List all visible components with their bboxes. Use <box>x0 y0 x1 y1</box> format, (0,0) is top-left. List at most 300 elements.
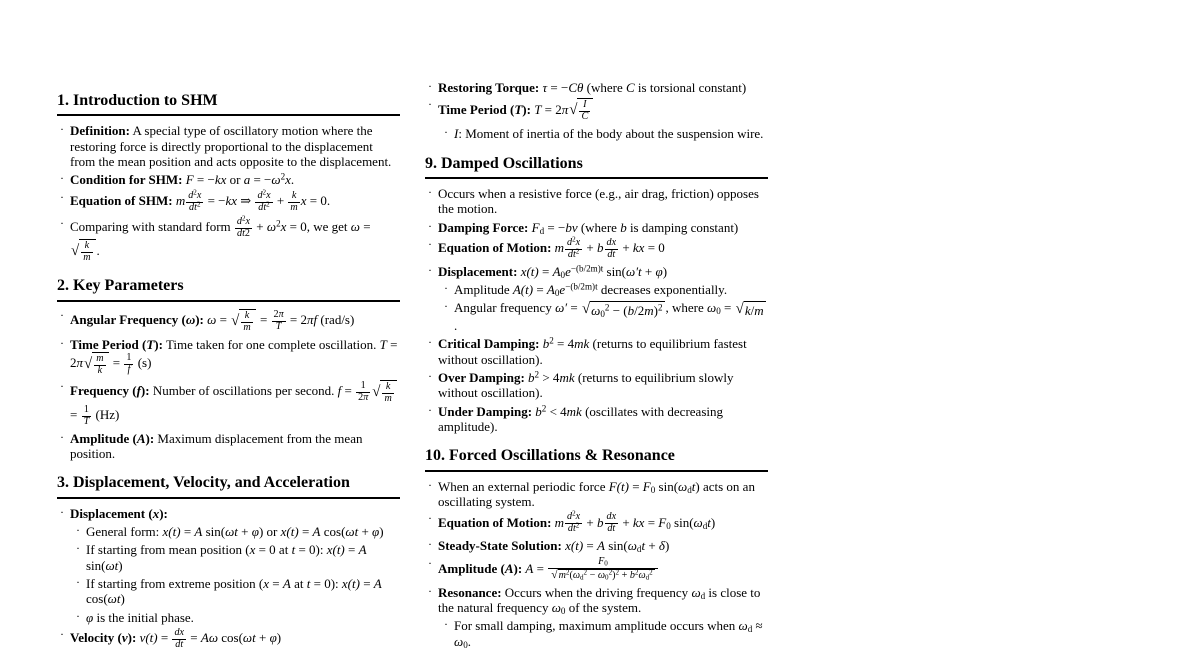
radical-sign-icon: √ <box>735 300 744 317</box>
square-root <box>71 239 96 264</box>
text-run: ω <box>271 172 281 188</box>
fraction-numerator <box>382 382 393 393</box>
bullet-marker: · <box>60 122 64 137</box>
list-item-content: φ is the initial phase. <box>86 609 194 625</box>
text-run: Amplitude ( <box>438 560 505 576</box>
text-run: t <box>641 538 646 554</box>
fraction <box>93 354 106 377</box>
text-run: dx <box>174 626 185 638</box>
radicand <box>239 309 255 334</box>
text-run: Definition: <box>70 123 130 139</box>
text-run: d <box>580 573 584 581</box>
radical-sign-icon: √ <box>569 102 578 119</box>
text-run: Velocity ( <box>70 630 122 646</box>
text-run: m <box>96 352 104 364</box>
text-run: mk <box>559 370 575 386</box>
text-run: φ <box>86 609 94 625</box>
text-run: kx <box>632 514 645 530</box>
text-run: ω <box>591 302 601 318</box>
text-run: ): <box>127 630 137 646</box>
text-run: Displacement ( <box>70 505 153 521</box>
radical-sign-icon: √ <box>581 300 591 317</box>
bullet-marker: · <box>444 299 448 314</box>
text-run: t <box>306 575 311 591</box>
text-run: x <box>152 505 160 521</box>
text-run: 0 <box>554 287 560 298</box>
fraction <box>578 100 591 123</box>
fraction-denominator <box>565 249 582 261</box>
text-run: A <box>525 560 534 576</box>
text-run: m <box>554 240 565 256</box>
text-run: 2 <box>657 302 663 313</box>
text-run: δ <box>658 538 665 554</box>
fraction-numerator <box>565 235 582 249</box>
text-run: π <box>561 101 569 117</box>
text-run: b <box>528 370 535 386</box>
fraction <box>604 238 620 261</box>
radicand <box>380 380 396 405</box>
text-run: ω <box>207 312 217 328</box>
text-run: d <box>236 215 242 227</box>
list-item-content: Time Period (T): Time taken for one complete oscillation. T = 2π √ $\frac{m}{k}$ = $\frac{1}{f}$ (s) <box>70 336 398 376</box>
list-item-content: Equation of Motion: m $\frac{d^2x}{dt^2}$ + b $\frac{dx}{dt}$ + kx = 0 <box>438 235 665 260</box>
text-run: f <box>136 383 141 399</box>
text-run: dt <box>189 201 197 213</box>
text-run: Restoring Torque: <box>438 80 540 95</box>
bullet-list <box>425 186 768 434</box>
text-run: ωt <box>345 523 359 539</box>
text-run: x <box>263 575 270 591</box>
list-item-content: Resonance: Occurs when the driving frequency ωd is close to the natural frequency ω0 of the system. <box>438 584 761 616</box>
fraction <box>604 512 620 535</box>
text-run: −(b/2m)t <box>570 263 604 274</box>
list-item-content: Amplitude (A): A = F0 √ $m^2(\omega d^2 - \omega 0^2)^2 + b^2\omega d^2$ <box>438 561 659 576</box>
text-run: ωt <box>105 557 119 573</box>
fraction-denominator <box>81 252 92 264</box>
text-run: t <box>291 542 296 558</box>
text-run: dt <box>237 227 245 239</box>
text-run: mk <box>566 403 582 419</box>
text-run: ): <box>522 101 531 117</box>
text-run: m <box>290 201 298 213</box>
text-run: Aω <box>200 630 218 646</box>
text-run: 2 <box>634 568 639 577</box>
text-run: πf <box>307 312 318 328</box>
list-item-content: If starting from extreme position (x = A at t = 0): x(t) = A cos(ωt) <box>86 575 382 607</box>
bullet-marker: · <box>428 477 432 492</box>
fraction-numerator <box>565 509 582 523</box>
fraction-numerator <box>579 100 590 111</box>
text-run: mk <box>574 336 590 352</box>
text-run: Over Damping: <box>438 370 525 386</box>
fraction <box>185 188 204 214</box>
bullet-marker: · <box>60 626 64 641</box>
text-run: 0 <box>650 484 656 495</box>
list-item-content: Amplitude $A(t) = A0e^{-(b/2m)t}$ decreases exponentially. <box>454 281 728 298</box>
text-run: v <box>121 630 128 646</box>
fraction <box>123 353 134 376</box>
text-run: 2 <box>565 568 570 577</box>
text-run: F <box>658 514 667 530</box>
list-item-content: Angular Frequency (ω): ω = √ $\frac{k}{m}$ = $\frac{2\pi}{T}$ = 2πf (rad/s) <box>70 308 355 333</box>
section-heading: 1. Introduction to SHM <box>57 92 400 116</box>
text-run: ω <box>597 569 606 581</box>
bullet-marker: · <box>444 281 448 296</box>
list-item <box>57 380 400 428</box>
fraction-denominator: dt2 <box>235 228 252 240</box>
fraction-numerator: 1 <box>360 379 366 391</box>
bullet-marker: · <box>444 617 448 632</box>
text-run: ωt <box>107 591 121 607</box>
text-run: 2 <box>193 188 197 197</box>
text-run: ω <box>638 569 646 581</box>
text-run: I <box>583 99 587 111</box>
text-run: kx <box>632 240 645 256</box>
bullet-marker: · <box>60 189 64 204</box>
bullet-marker: · <box>76 574 80 589</box>
list-item <box>57 123 400 169</box>
fraction <box>381 382 394 405</box>
text-run: x <box>245 215 251 227</box>
text-run: φ <box>655 263 663 279</box>
text-run: 2 <box>575 521 580 530</box>
list-item <box>57 628 400 651</box>
text-run: 0 <box>560 605 566 616</box>
text-run: x <box>196 189 202 201</box>
list-item <box>425 538 768 553</box>
text-run: A <box>282 575 291 591</box>
list-item-content: Definition: A special type of oscillatory motion where the restoring force is directly proportional to the displacement from the mean position and acts opposite to the displacement. <box>70 123 392 170</box>
radicand: $m^2(\omega d^2 - \omega 0^2)^2 + b^2\omega d^2$ <box>558 568 653 581</box>
list-item <box>425 235 768 261</box>
text-run: 0 <box>604 559 608 568</box>
text-run: T <box>534 101 542 117</box>
bullet-marker: · <box>76 541 80 556</box>
text-run: d <box>687 484 692 495</box>
fraction <box>254 188 273 214</box>
fraction-denominator <box>94 365 105 377</box>
fraction-denominator <box>382 393 393 405</box>
text-run: x <box>575 236 581 248</box>
list-item <box>441 618 768 649</box>
bullet-marker: · <box>428 335 432 350</box>
bullet-list <box>57 309 400 461</box>
bullet-marker: · <box>428 511 432 526</box>
text-run: 2 <box>583 568 588 577</box>
square-root <box>551 569 654 582</box>
text-run: ω <box>693 514 703 530</box>
fraction <box>171 628 187 651</box>
bullet-marker: · <box>428 537 432 552</box>
list-item <box>57 214 400 265</box>
section-heading: 9. Damped Oscillations <box>425 155 768 179</box>
list-item <box>57 337 400 377</box>
text-run: d <box>747 624 753 634</box>
text-run: ωt <box>242 630 256 646</box>
radical-sign-icon: √ <box>231 312 240 329</box>
text-run: e <box>565 263 571 279</box>
bullet-marker: · <box>428 79 432 93</box>
text-run: Resonance: <box>438 584 502 600</box>
text-run: dx <box>606 236 617 248</box>
list-item-content: Occurs when a resistive force (e.g., air drag, friction) opposes the motion. <box>438 185 759 217</box>
fraction-denominator <box>605 249 619 261</box>
fraction-denominator <box>548 568 657 582</box>
text-run: 2 <box>575 247 580 256</box>
text-run: 0 <box>600 308 605 319</box>
list-item <box>425 404 768 435</box>
fraction-numerator <box>81 241 92 252</box>
fraction <box>240 311 253 334</box>
text-run: dt <box>175 638 184 650</box>
text-run: ω′ <box>555 300 568 316</box>
list-item-content: Velocity (v): v(t) = $\frac{dx}{dt}$ = Aω cos(ωt + φ) <box>70 626 282 650</box>
fraction <box>234 214 253 240</box>
text-run: 0 <box>463 639 468 650</box>
document-columns <box>57 80 768 654</box>
text-run: ): <box>154 336 163 352</box>
text-run: k <box>97 364 103 376</box>
text-run: A <box>546 282 555 298</box>
text-run: φ <box>251 523 259 539</box>
text-run: kx <box>214 172 227 188</box>
list-item <box>425 585 768 616</box>
list-item <box>425 557 768 582</box>
text-run: Equation of Motion: <box>438 514 552 530</box>
text-run: d <box>257 189 263 201</box>
text-run: Displacement: <box>438 263 518 279</box>
list-item <box>57 188 400 214</box>
text-run: Steady-State Solution: <box>438 538 562 554</box>
text-run: ): <box>159 505 168 521</box>
text-run: k <box>385 380 391 392</box>
fraction-numerator: 1 <box>83 403 89 415</box>
list-item <box>441 126 768 141</box>
fraction-numerator <box>288 191 299 202</box>
text-run: dt <box>567 523 576 535</box>
text-run: A <box>136 430 146 446</box>
bullet-marker: · <box>428 369 432 384</box>
list-item <box>425 98 768 123</box>
text-run: T <box>379 336 387 352</box>
text-run: x(t) <box>565 538 584 554</box>
text-run: dt <box>567 248 576 260</box>
text-run: d <box>702 520 708 531</box>
list-item-content: I: Moment of inertia of the body about the suspension wire. <box>454 126 764 142</box>
text-run: f <box>337 383 342 399</box>
bullet-list <box>425 479 768 649</box>
text-run: 2 <box>276 218 281 229</box>
text-run: A <box>552 263 561 279</box>
fraction-numerator <box>94 354 105 365</box>
text-run: t <box>691 478 696 494</box>
text-run: x(t) <box>326 542 345 558</box>
square-root <box>372 380 397 405</box>
text-run: π <box>76 355 84 371</box>
text-run: a <box>243 172 251 188</box>
bullet-marker: · <box>60 307 64 322</box>
text-run: bv <box>565 219 578 235</box>
bullet-marker: · <box>60 378 64 393</box>
text-run: 2 <box>196 200 201 209</box>
list-item-content: Time Period (T): T = 2π √ $\frac{I}{C}$ <box>438 102 594 117</box>
list-item <box>425 336 768 367</box>
list-item <box>73 576 400 607</box>
text-run: 2 <box>572 235 576 244</box>
bullet-marker: · <box>428 262 432 277</box>
section-heading: 3. Displacement, Velocity, and Acceleration <box>57 474 400 498</box>
fraction-numerator <box>605 512 619 523</box>
bullet-list <box>425 80 768 142</box>
list-item-content: General form: x(t) = A sin(ωt + φ) or x(t) = A cos(ωt + φ) <box>86 523 384 539</box>
fraction <box>547 557 658 582</box>
fraction-denominator <box>186 202 203 214</box>
radical-sign-icon: √ <box>84 355 93 372</box>
fraction-numerator <box>235 214 252 228</box>
text-run: m <box>754 302 764 318</box>
fraction-numerator <box>605 238 619 249</box>
text-run: x(t) <box>520 263 539 279</box>
text-run: 2 <box>266 200 270 209</box>
text-run: d <box>645 573 650 581</box>
text-run: T <box>514 101 523 117</box>
bullet-marker: · <box>60 171 64 186</box>
list-item-content: Equation of Motion: m $\frac{d^2x}{dt^2}$ + b $\frac{dx}{dt}$ + kx = F0 sin(ωdt) <box>438 509 716 535</box>
text-run: F <box>531 219 540 235</box>
fraction <box>81 405 93 428</box>
list-item-content: Amplitude (A): Maximum displacement from the mean position. <box>70 430 363 461</box>
bullet-marker: · <box>60 504 64 519</box>
radical-sign-icon: √ <box>372 383 381 400</box>
list-item <box>425 186 768 217</box>
text-run: C <box>581 111 589 123</box>
text-run: φ <box>372 523 380 539</box>
bullet-marker: · <box>428 184 432 199</box>
text-run: ω′t <box>626 263 642 279</box>
list-item <box>441 300 768 333</box>
text-run: ω <box>454 633 464 649</box>
text-run: ω <box>572 569 580 581</box>
fraction-denominator <box>288 202 299 214</box>
fraction-numerator <box>241 311 252 322</box>
bullet-list <box>57 506 400 651</box>
list-item-content: Displacement: $x(t) = A0e^{-(b/2m)t}$ sin(ω′t + φ) <box>438 263 668 280</box>
list-item-content: Damping Force: Fd = −bv (where b is damping constant) <box>438 219 739 236</box>
fraction-denominator <box>579 111 590 123</box>
fraction-denominator <box>124 364 133 376</box>
fraction-numerator <box>548 557 657 568</box>
list-item <box>57 172 400 187</box>
bullet-marker: · <box>428 97 432 112</box>
list-item-content: Frequency (f): Number of oscillations per second. f = $\frac{1}{2\pi}$ √ $\frac{k}{m}$ = $\frac{1}{T}$ (Hz) <box>70 383 398 422</box>
list-item <box>73 610 400 625</box>
text-run: T <box>146 336 155 352</box>
list-item-content: Restoring Torque: τ = −Cθ (where C is torsional constant) <box>438 80 747 95</box>
fraction-numerator: 2π <box>273 308 284 320</box>
list-item <box>57 431 400 462</box>
text-run: Under Damping: <box>438 403 533 419</box>
fraction <box>80 241 93 264</box>
text-run: F <box>598 555 605 567</box>
text-run: 2 <box>549 335 554 346</box>
text-run: x(t) <box>162 523 181 539</box>
text-run: ω <box>551 599 561 615</box>
text-run: A <box>312 523 321 539</box>
text-run: τ <box>542 80 548 95</box>
bullet-marker: · <box>428 236 432 251</box>
text-run: b <box>597 514 604 530</box>
text-run: e <box>559 282 566 298</box>
text-run: 2 <box>541 403 547 414</box>
text-run: b <box>535 403 542 419</box>
section-heading: 10. Forced Oscillations & Resonance <box>425 447 768 471</box>
text-run: T <box>83 415 90 427</box>
section-heading: 2. Key Parameters <box>57 277 400 301</box>
radicand <box>92 352 108 377</box>
text-run: d <box>539 225 545 236</box>
bullet-list <box>57 123 400 264</box>
text-run: A <box>504 560 514 576</box>
text-run: Frequency ( <box>70 383 137 399</box>
text-run: ω <box>185 312 196 328</box>
text-run: dt <box>607 523 616 535</box>
list-item-content: If starting from mean position (x = 0 at t = 0): x(t) = A sin(ωt) <box>86 542 367 573</box>
list-item <box>425 80 768 95</box>
text-run: −(b/2m)t <box>565 281 598 292</box>
text-run: d <box>188 189 194 201</box>
text-run: Equation of SHM: <box>70 193 173 209</box>
text-run: m <box>644 302 654 318</box>
text-run: kx <box>225 193 238 209</box>
list-item-content: Condition for SHM: F = −kx or $a = -\omega^2x$. <box>70 171 295 188</box>
text-run: b <box>620 219 627 235</box>
text-run: k <box>291 189 297 201</box>
text-run: Critical Damping: <box>438 336 540 352</box>
fraction-denominator: 2π <box>358 391 369 403</box>
text-run: I <box>454 126 459 142</box>
text-run: Cθ <box>568 80 584 95</box>
text-run: ): <box>513 560 523 576</box>
text-run: A <box>194 523 203 539</box>
text-run: ): <box>145 430 155 446</box>
text-run: Equation of Motion: <box>438 240 552 256</box>
text-run: φ <box>269 630 277 646</box>
list-item-content: For small damping, maximum amplitude occurs when ωd ≈ ω0. <box>454 618 763 650</box>
text-run: Condition for SHM: <box>70 172 183 188</box>
text-run: F <box>185 172 194 188</box>
text-run: Amplitude ( <box>70 430 137 446</box>
text-run: f <box>127 363 131 375</box>
list-item <box>425 509 768 535</box>
text-run: ω <box>691 584 701 600</box>
fraction <box>564 509 583 535</box>
radicand <box>577 98 593 123</box>
text-run: ω <box>627 538 637 554</box>
text-run: Time Period ( <box>70 336 147 352</box>
list-item-content: Equation of SHM: m $\frac{d^2x}{dt^2}$ = −kx ⇒ $\frac{d^2x}{dt^2}$ + $\frac{k}{m}$ x = 0. <box>70 188 331 213</box>
text-run: m <box>384 392 392 404</box>
text-run: d <box>700 590 706 601</box>
list-item <box>425 220 768 235</box>
square-root <box>582 301 665 318</box>
text-run: F <box>642 478 651 494</box>
fraction <box>287 191 300 214</box>
bullet-marker: · <box>428 555 432 570</box>
text-run: Angular Frequency ( <box>70 312 186 328</box>
text-run: Damping Force: <box>438 219 529 235</box>
fraction <box>271 310 287 333</box>
text-run: ω <box>266 218 277 234</box>
